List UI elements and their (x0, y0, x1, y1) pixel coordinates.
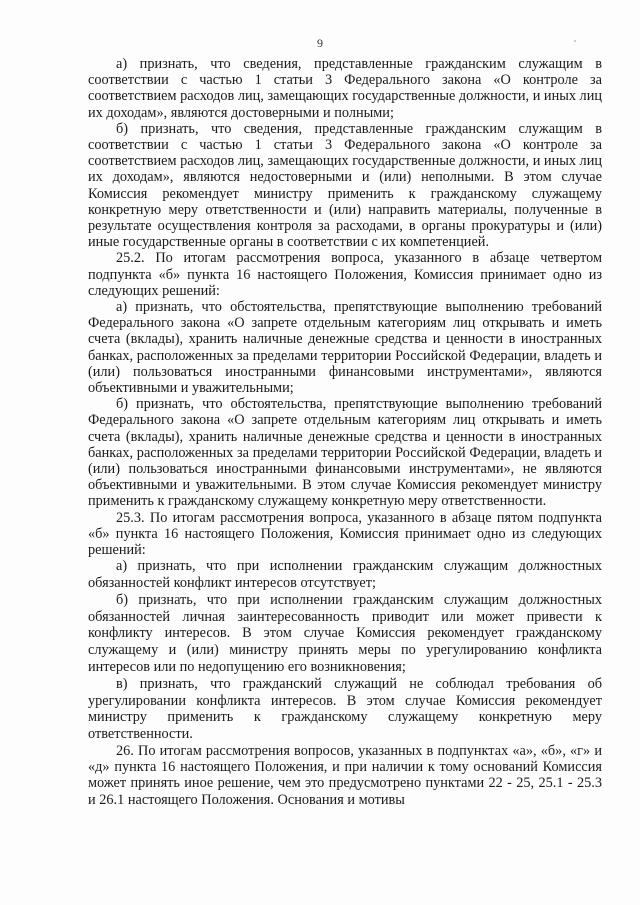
paragraph-25-2-b: б) признать, что обстоятельства, препятствующие выполнению требований Федерального закона «О запрете отдельным категориям лиц открывать и иметь счета (вклады), хранить наличные денежные средства и ценности в иностранных банках, расположенных за пределами территории Российской Федерации, владеть и (или) пользоваться иностранными финансовыми инструментами», не являются объективными и уважительными. В этом случае Комиссия рекомендует министру применить к гражданскому служащему конкретную меру ответственности. (88, 396, 602, 510)
document-body (88, 56, 602, 808)
paragraph-25-2-a: а) признать, что обстоятельства, препятствующие выполнению требований Федерального закона «О запрете отдельным категориям лиц открывать и иметь счета (вклады), хранить наличные денежные средства и ценности в иностранных банках, расположенных за пределами территории Российской Федерации, владеть и (или) пользоваться иностранными финансовыми инструментами», являются объективными и уважительными; (88, 299, 602, 397)
page-number: 9 (317, 36, 323, 50)
paragraph-26: 26. По итогам рассмотрения вопросов, указанных в подпунктах «а», «б», «г» и «д» пункта 16 настоящего Положения, и при наличии к тому оснований Комиссия может принять иное решение, чем это предусмотрено пунктами 22 - 25, 25.1 - 25.3 и 26.1 настоящего Положения. Основания и мотивы (88, 743, 602, 808)
paragraph-25-3-c: в) признать, что гражданский служащий не соблюдал требования об урегулировании конфликта интересов. В этом случае Комиссия рекомендует министру применить к гражданскому служащему конкретную меру ответственности. (88, 675, 602, 743)
paragraph-25-3-a: а) признать, что при исполнении гражданским служащим должностных обязанностей конфликт интересов отсутствует; (88, 558, 602, 592)
paragraph-25-2: 25.2. По итогам рассмотрения вопроса, указанного в абзаце четвертом подпункта «б» пункта 16 настоящего Положения, Комиссия принимает одно из следующих решений: (88, 250, 602, 299)
paragraph-25-3-b: б) признать, что при исполнении гражданским служащим должностных обязанностей личная заинтересованность приводит или может привести к конфликту интересов. В этом случае Комиссия рекомендует гражданскому служащему и (или) министру принять меры по урегулированию конфликта интересов или по недопущению его возникновения; (88, 591, 602, 676)
paragraph-a-reliable: а) признать, что сведения, представленные гражданским служащим в соответствии с частью 1 статьи 3 Федерального закона «О контроле за соответствием расходов лиц, замещающих государственные должности, и иных лиц их доходам», являются достоверными и полными; (88, 56, 602, 121)
paragraph-25-3: 25.3. По итогам рассмотрения вопроса, указанного в абзаце пятом подпункта «б» пункта 16 настоящего Положения, Комиссия принимает одно из следующих решений: (88, 509, 602, 559)
paragraph-b-unreliable: б) признать, что сведения, представленные гражданским служащим в соответствии с частью 1 статьи 3 Федерального закона «О контроле за соответствием расходов лиц, замещающих государственные должности, и иных лиц их доходам», являются недостоверными и (или) неполными. В этом случае Комиссия рекомендует министру применить к гражданскому служащему конкретную меру ответственности и (или) направить материалы, полученные в результате осуществления контроля за расходами, в органы прокуратуры и (или) иные государственные органы в соответствии с их компетенцией. (88, 120, 602, 251)
scan-speck (574, 40, 576, 42)
